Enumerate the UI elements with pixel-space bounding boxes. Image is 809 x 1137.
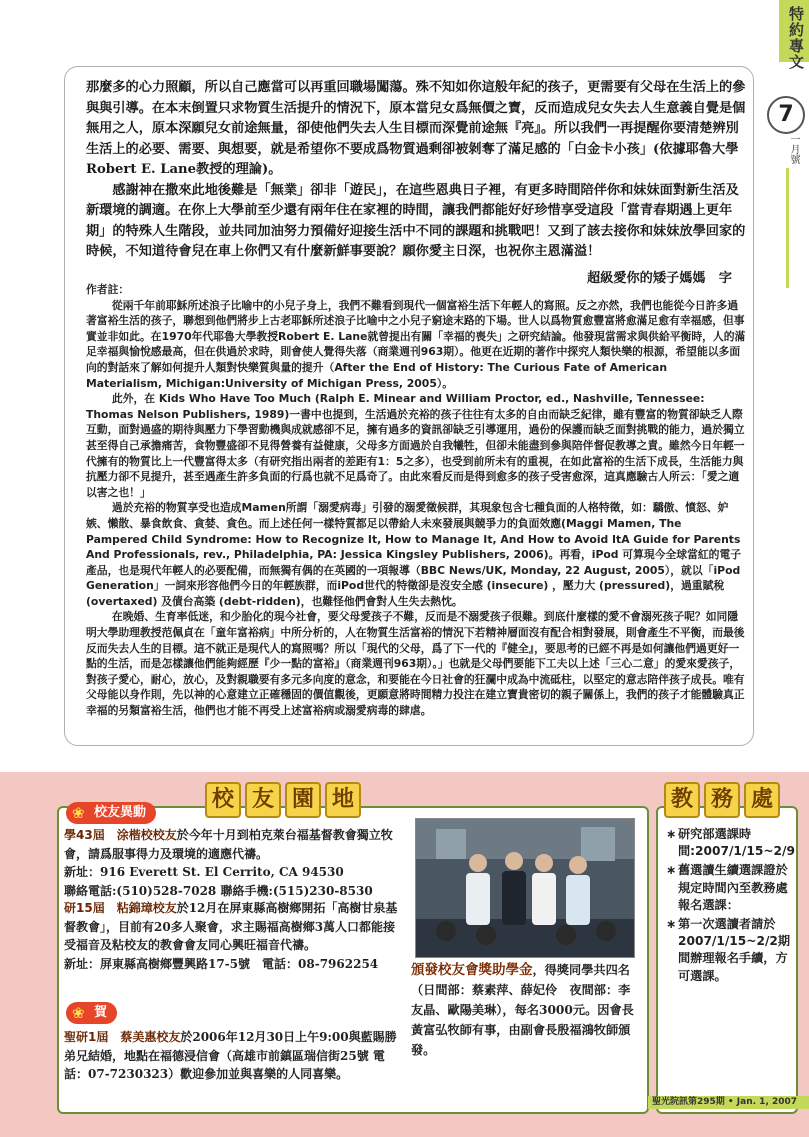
section-title: 特約專文 xyxy=(787,6,805,70)
entry-body: 於2006年12月30日上午9:00與藍賜勝弟兄結婚，地點在福德浸信會（高雄市前鎮區瑞信街25號 電話：07-7230323）歡迎參加並與喜樂的人同喜樂。 xyxy=(64,1030,397,1081)
entry-head: 聖研1屆 蔡美惠校友 xyxy=(64,1030,181,1044)
notes-heading: 作者註： xyxy=(86,283,130,296)
banner-char: 務 xyxy=(704,782,740,818)
entry-phone: 聯絡電話:(510)528-7028 聯絡手機:(515)230-8530 xyxy=(64,883,373,898)
notice-text: 研究部選課時間:2007/1/15~2/9 xyxy=(678,827,795,859)
notes-paragraph: 在晚婚、生育率低迷，和少胎化的現今社會，要父母愛孩子不難，反而是不溺愛孩子很難。到底什麼樣的愛不會溺死孩子呢？如同隱明大學助理教授范佩貞在「童年富裕病」中所分析的，人在物質生活富裕的情況下若精神層面沒有配合相對發展，則會產生不平衡，而最後反而失去人生的目標。這不就正是現代人的寫照嗎？所以「現代的父母，爲了下一代的『健全』，要思考的已經不再是如何讓他們過更好一點的生活，而是怎樣讓他們能夠經歷『少一點的富裕』（商業週刊963期）。」也就是父母們要能下工夫以上述「三心二意」的愛來愛孩子，對孩子愛心，耐心，放心，及對親職要有多元多向度的意念，和要能在今日社會的狂瀾中成為中流砥柱，以堅定的意志陪伴孩子成長。唯有父母能以身作則，先以神的心意建立正確穩固的價值觀後，更願意將時間精力投注在建立寶貴密切的親子關係上，我們的孩子才能體驗真正幸福的另類富裕生活，他們也才能不再受上述富裕病或溺愛病毒的肆虐。 xyxy=(86,610,745,718)
letter-body xyxy=(86,78,746,289)
section-sidebar xyxy=(773,0,809,300)
notes-paragraph: 此外，在 Kids Who Have Too Much (Ralph E. Minear and William Proctor, ed., Nashville, Tennessee: Thomas Nelson Publishers, 1989)一書中也提到，生活過於充裕的孩子往往有太多的自由而缺乏紀律，雖有豐富的物質卻缺乏人際互動，面對過盛的期待與壓力下學習動機與成就感卻不足，擁有過多的資訊卻缺乏引導運用，過份的保護而缺乏面對挑戰的能力，過於獨立甚至得自己承擔痛苦，食物豐盛卻不見得營養有益健康，父母多方面過於自我犧牲，但卻未能盡到參與陪伴督促教導之責。雖然今日年輕一代擁有的物質比上一代豐富得太多（有研究指出兩者的差距有1：5之多），也受到前所未有的重視，在如此富裕的生活下成長，生活能力與抗壓力卻不見提升，甚至遇產生許多負面的行爲也就不足爲奇了。由此來看反而是得到愈多的孩子受害愈深，這真應驗古人所云：「愛之適以害之也！」 xyxy=(86,392,745,499)
photo-caption xyxy=(411,960,637,1060)
edu-banner xyxy=(664,782,780,816)
author-notes xyxy=(86,282,746,719)
banner-char: 地 xyxy=(325,782,361,818)
academic-notices xyxy=(666,826,795,987)
letter-paragraph: 感謝神在撒來此地後難是「無業」卻非「遊民」，在這些恩典日子裡，有更多時間陪伴你和妹妹面對新生活及新環境的調適。在你上大學前至少還有兩年住在家裡的時間，讓我們都能好好珍惜享受這段「當青春期遇上更年期」的特殊人生階段，並共同加油努力預備好迎接生活中不同的課題和挑戰吧！又到了該去接你和妹妹放學回家的時候，不知道待會兒在車上你們又有什麼新鮮事要說？願你愛主日深，也祝你主恩滿溢！ xyxy=(86,182,746,259)
notes-paragraph: 從兩千年前耶穌所述浪子比喻中的小兒子身上，我們不難看到現代一個富裕生活下年輕人的寫照。反之亦然，我們也能從今日許多過著富裕生活的孩子，聯想到他們將步上古老耶穌所述浪子比喻中之小兒子窮途末路的下場。世人以爲物質愈豐富將愈滿足愈有幸福感，但事實並非如此。在1970年代耶魯大學教授Robert E. Lane就曾提出有關「幸福的喪失」之研究結論。他發現當需求與供給平衡時，人的滿足幸福與愉悅感最高，但在供過於求時，則會使人覺得失落（商業週刊963期）。他更在近期的著作中探究人類快樂的根源，希望能以多面向的對話來了解如何提升人類對快樂質與量的提升（After the End of History: The Curious Fate of American Materialism, Michigan:University of Michigan Press, 2005）。 xyxy=(86,298,746,390)
asterisk-icon: ∗ xyxy=(666,827,677,841)
alumni-entry-2 xyxy=(64,899,404,973)
tag-label: 校友異動 xyxy=(94,805,147,820)
entry-body: 於12月在屏東縣高樹鄉開拓「高樹甘泉基督教會」，目前有20多人聚會，求主賜福高樹鄉3萬人口都能接受福音及粘校友的教會會友同心興旺福音代禱。 xyxy=(64,901,398,952)
banner-char: 園 xyxy=(285,782,321,818)
notice-text: 舊選讀生續選課證於規定時間內至教務處報名選課： xyxy=(678,863,788,912)
letter-paragraph: 那麼多的心力照顧，所以自己應當可以再重回職場闖蕩。殊不知如你這般年紀的孩子，更需要有父母在生活上的參與與引導。在本末倒置只求物質生活提升的情況下，原本當兒女爲無價之寶，反而造成兒女失去人生意義自覺是個無用之人，原本深願兒女前途無量，卻使他們失去人生目標而深覺前途無『亮』。所以我們一再提醒你要清楚辨別生活上的必要、需要、與想要，就是希望你不要成爲物質過剩卻被剝奪了滿足感的「白金卡小孩」(依據耶魯大學Robert E. Lane教授的理論)。 xyxy=(86,80,746,177)
notice-item xyxy=(666,916,792,985)
caption-body: ，得獎同學共四名（日間部：蔡素萍、薛妃伶 夜間部：李友晶、歐陽美琳），每名3000元。因會長黃富弘牧師有事，由副會長殷福鴻牧師頒發。 xyxy=(411,963,634,1057)
notice-item xyxy=(666,862,792,914)
entry-address: 新址：916 Everett St. El Cerrito, CA 94530 xyxy=(64,865,344,879)
page-number: 7 xyxy=(767,96,805,134)
alumni-news-tag xyxy=(66,802,156,824)
alumni-banner xyxy=(205,782,361,816)
banner-char: 友 xyxy=(245,782,281,818)
notes-paragraph: 過於充裕的物質享受也造成Mamen所謂「溺愛病毒」引發的溺愛徵候群，其現象包含七種負面的人格特徵，如：驕傲、憤怒、妒嫉、懶散、暴食飲食、貪婪、貪色。而上述任何一樣特質都足以帶給人未來發展與競爭力的負面效應(Maggi Mamen, The Pampered Child Syndrome: How to Recognize It, How to Manage It, And How to Avoid ItA Guide for Parents And Professionals, rev., Philadelphia, PA: Jessica Kingsley Publishers, 2006)。再看，iPod 可算現今全球當紅的電子產品，也是現代年輕人的必要配備，而無獨有偶的在英國的一項報導（BBC News/UK, Monday, 22 August, 2005），就以「iPod Generation」一詞來形容他們今日的年輕族群，而iPod世代的特徵卻是沒安全感 (insecure) ，壓力大 (pressured)，過重賦稅 (overtaxed) 及債台高築 (debt-ridden)，也難怪他們會對人生失去熱忱。 xyxy=(86,501,742,608)
issue-month: 一月號 xyxy=(788,134,799,164)
asterisk-icon: ∗ xyxy=(666,863,677,878)
entry-address: 新址：屏東縣高樹鄉豐興路17-5號 電話：08-7962254 xyxy=(64,956,379,971)
asterisk-icon: ∗ xyxy=(666,917,677,932)
award-ceremony-photo xyxy=(415,818,635,958)
banner-char: 教 xyxy=(664,782,700,818)
entry-head: 研15屆 粘錦璋校友 xyxy=(64,901,177,915)
entry-body: 於今年十月到柏克萊台福基督教會獨立牧會，請爲服事得力及環境的適應代禱。 xyxy=(64,828,393,861)
entry-head: 學43屆 涂楷校校友 xyxy=(64,828,177,842)
tag-label: 賀 xyxy=(94,1005,108,1020)
flower-icon: ❀ xyxy=(72,1004,85,1022)
congrats-tag xyxy=(66,1002,117,1024)
notice-text: 第一次選讀者請於2007/1/15~2/2期間辦理報名手續，方可選課。 xyxy=(678,917,791,983)
notice-item xyxy=(666,826,795,860)
photo-illustration xyxy=(416,819,634,957)
flower-icon: ❀ xyxy=(72,804,85,822)
caption-head: 頒發校友會獎助學金 xyxy=(411,962,533,978)
alumni-entry-3 xyxy=(64,1028,404,1084)
issue-footer: 聖光院訊第295期 • Jan. 1, 2007 xyxy=(648,1096,809,1109)
banner-char: 處 xyxy=(744,782,780,818)
alumni-entry-1 xyxy=(64,826,404,900)
sidebar-divider xyxy=(786,168,789,288)
banner-char: 校 xyxy=(205,782,241,818)
letter-signature: 超級愛你的矮子媽媽 字 xyxy=(586,270,732,286)
